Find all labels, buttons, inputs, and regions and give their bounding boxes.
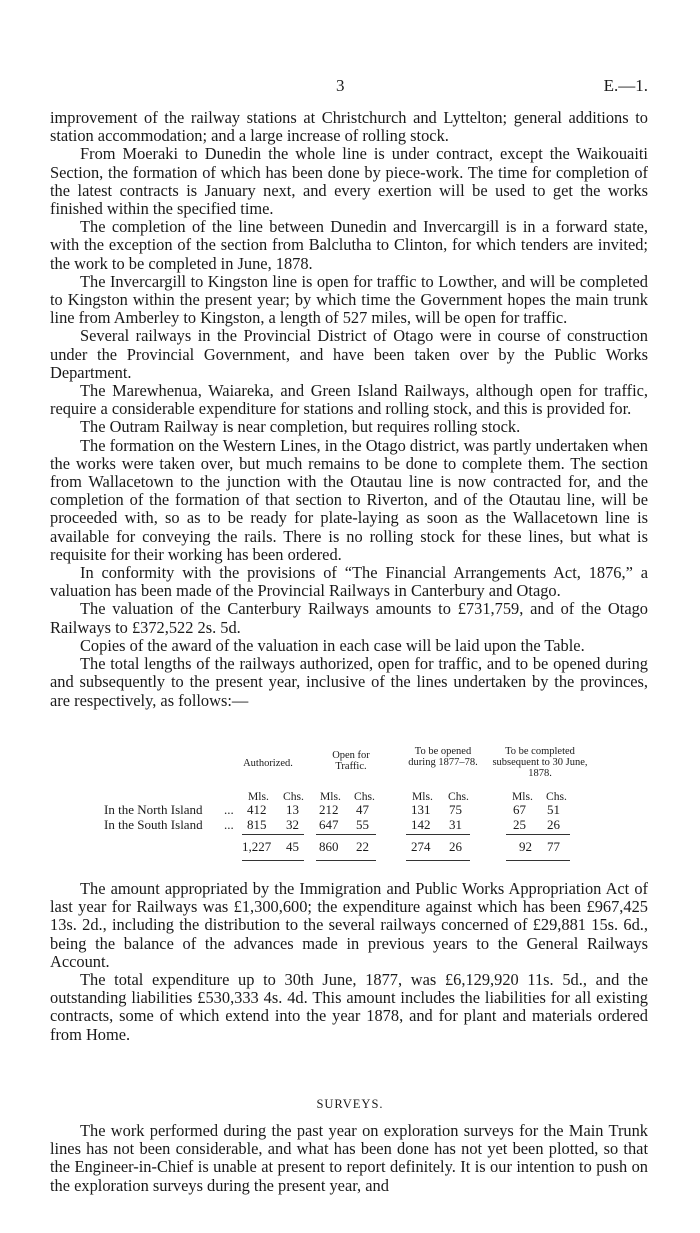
body-text-surveys: [50, 1122, 648, 1195]
cell: 13: [286, 802, 299, 817]
cell: 75: [449, 802, 462, 817]
cell: 31: [449, 817, 462, 832]
cell: 32: [286, 817, 299, 832]
paragraph: The Outram Railway is near completion, but requires rolling stock.: [80, 417, 521, 437]
unit-mls: Mls.: [320, 790, 341, 803]
unit-mls: Mls.: [248, 790, 269, 803]
col-header-authorized: Authorized.: [243, 758, 293, 769]
table-row: [100, 803, 660, 817]
total-underline: [406, 860, 470, 861]
total-cell: 92: [519, 839, 532, 854]
total-cell: 22: [356, 839, 369, 854]
page-number: 3: [336, 76, 345, 95]
paragraph: The Marewhenua, Waiareka, and Green Island Railways, although open for traffic, require a considerable expenditure for stations and rolling stock, and this is provided for.: [50, 381, 648, 419]
paragraph: The amount appropriated by the Immigration and Public Works Appropriation Act of last year for Railways was £1,300,600; the expenditure against which has been £967,425 13s. 2d., including the distribution to the several railways concerned of £29,881 15s. 6d., being the balance of the advances made in previous years to the General Railways Account.: [50, 879, 648, 971]
unit-mls: Mls.: [412, 790, 433, 803]
unit-chs: Chs.: [546, 790, 567, 803]
total-cell: 1,227: [242, 839, 272, 854]
paragraph: The total expenditure up to 30th June, 1877, was £6,129,920 11s. 5d., and the outstanding liabilities £530,333 4s. 4d. This amount includes the liabilities for all existing contracts, some of which extend into the year 1878, and for plant and materials ordered from Home.: [50, 970, 648, 1044]
total-rule: [316, 834, 376, 835]
total-underline: [316, 860, 376, 861]
total-cell: 26: [449, 839, 462, 854]
row-label: In the South Island: [104, 817, 203, 832]
cell: 142: [411, 817, 431, 832]
cell: 412: [247, 802, 267, 817]
col-header-to-be-opened: To be opened during 1877–78.: [408, 746, 478, 768]
cell: 67: [513, 802, 526, 817]
body-text-top: [50, 109, 648, 710]
unit-chs: Chs.: [354, 790, 375, 803]
total-rule: [506, 834, 570, 835]
cell: 815: [247, 817, 267, 832]
paragraph: improvement of the railway stations at Christchurch and Lyttelton; general additions to station accommodation; and a large increase of rolling stock.: [50, 108, 648, 146]
cell: 131: [411, 802, 431, 817]
paragraph: Several railways in the Provincial District of Otago were in course of construction under the Provincial Government, and have been taken over by the Public Works Department.: [50, 326, 648, 382]
cell: 25: [513, 817, 526, 832]
paragraph: The total lengths of the railways authorized, open for traffic, and to be opened during and subsequently to the present year, inclusive of the lines undertaken by the provinces, are respectively, as follows:—: [50, 654, 648, 710]
paragraph: In conformity with the provisions of “The Financial Arrangements Act, 1876,” a valuation has been made of the Provincial Railways in Canterbury and Otago.: [50, 563, 648, 601]
total-rule: [242, 834, 304, 835]
paragraph: The valuation of the Canterbury Railways amounts to £731,759, and of the Otago Railways to £372,522 2s. 5d.: [50, 599, 648, 637]
row-leader: ...: [224, 802, 234, 817]
cell: 51: [547, 802, 560, 817]
total-cell: 45: [286, 839, 299, 854]
total-cell: 860: [319, 839, 339, 854]
col-header-to-be-completed: To be completed subsequent to 30 June, 1878.: [492, 746, 588, 779]
col-header-open: Open for Traffic.: [332, 750, 370, 772]
paragraph: The Invercargill to Kingston line is open for traffic to Lowther, and will be completed to Kingston within the present year; by which time the Government hopes the main trunk line from Amberley to Kingston, a length of 527 miles, will be open for traffic.: [50, 271, 648, 328]
total-underline: [506, 860, 570, 861]
cell: 647: [319, 817, 339, 832]
unit-mls: Mls.: [512, 790, 533, 803]
section-heading: SURVEYS.: [316, 1097, 384, 1111]
cell: 26: [547, 817, 560, 832]
paragraph: The work performed during the past year on exploration surveys for the Main Trunk lines has not been considerable, and what has been done has not yet been plotted, so that the Engineer-in-Chief is unable at present to report definitely. It is our intention to push on the exploration surveys during the present year, and: [50, 1121, 648, 1195]
total-cell: 77: [547, 839, 560, 854]
totals-row: [100, 840, 660, 854]
cell: 55: [356, 817, 369, 832]
table-row: [100, 818, 660, 832]
paragraph: The completion of the line between Dunedin and Invercargill is in a forward state, with the exception of the section from Balclutha to Clinton, for which tenders are invited; the work to be completed in June, 1878.: [50, 217, 648, 273]
body-text-bottom: [50, 880, 648, 1044]
total-rule: [406, 834, 470, 835]
unit-chs: Chs.: [283, 790, 304, 803]
row-leader: ...: [224, 817, 234, 832]
paragraph: The formation on the Western Lines, in the Otago district, was partly undertaken when the works were taken over, but much remains to be done to complete them. The section from Wallacetown to the junction with the Otautau line is now contracted for, and the completion of the formation of that section to Riverton, and of the Otautau line, will be proceeded with, so as to be ready for plate-laying as soon as the Wallacetown line is available for conveying the rails. There is no rolling stock for these lines, but what is requisite for their working has been ordered.: [50, 435, 648, 564]
paragraph: From Moeraki to Dunedin the whole line is under contract, except the Waikouaiti Section, the formation of which has been done by piece-work. The time for completion of the latest contracts is January next, and every exertion will be used to get the works finished within the specified time.: [50, 144, 648, 219]
total-cell: 274: [411, 839, 431, 854]
row-label: In the North Island: [104, 802, 203, 817]
document-reference: E.—1.: [603, 76, 648, 95]
total-underline: [242, 860, 304, 861]
cell: 212: [319, 802, 339, 817]
paragraph: Copies of the award of the valuation in each case will be laid upon the Table.: [80, 635, 585, 655]
unit-chs: Chs.: [448, 790, 469, 803]
cell: 47: [356, 802, 369, 817]
